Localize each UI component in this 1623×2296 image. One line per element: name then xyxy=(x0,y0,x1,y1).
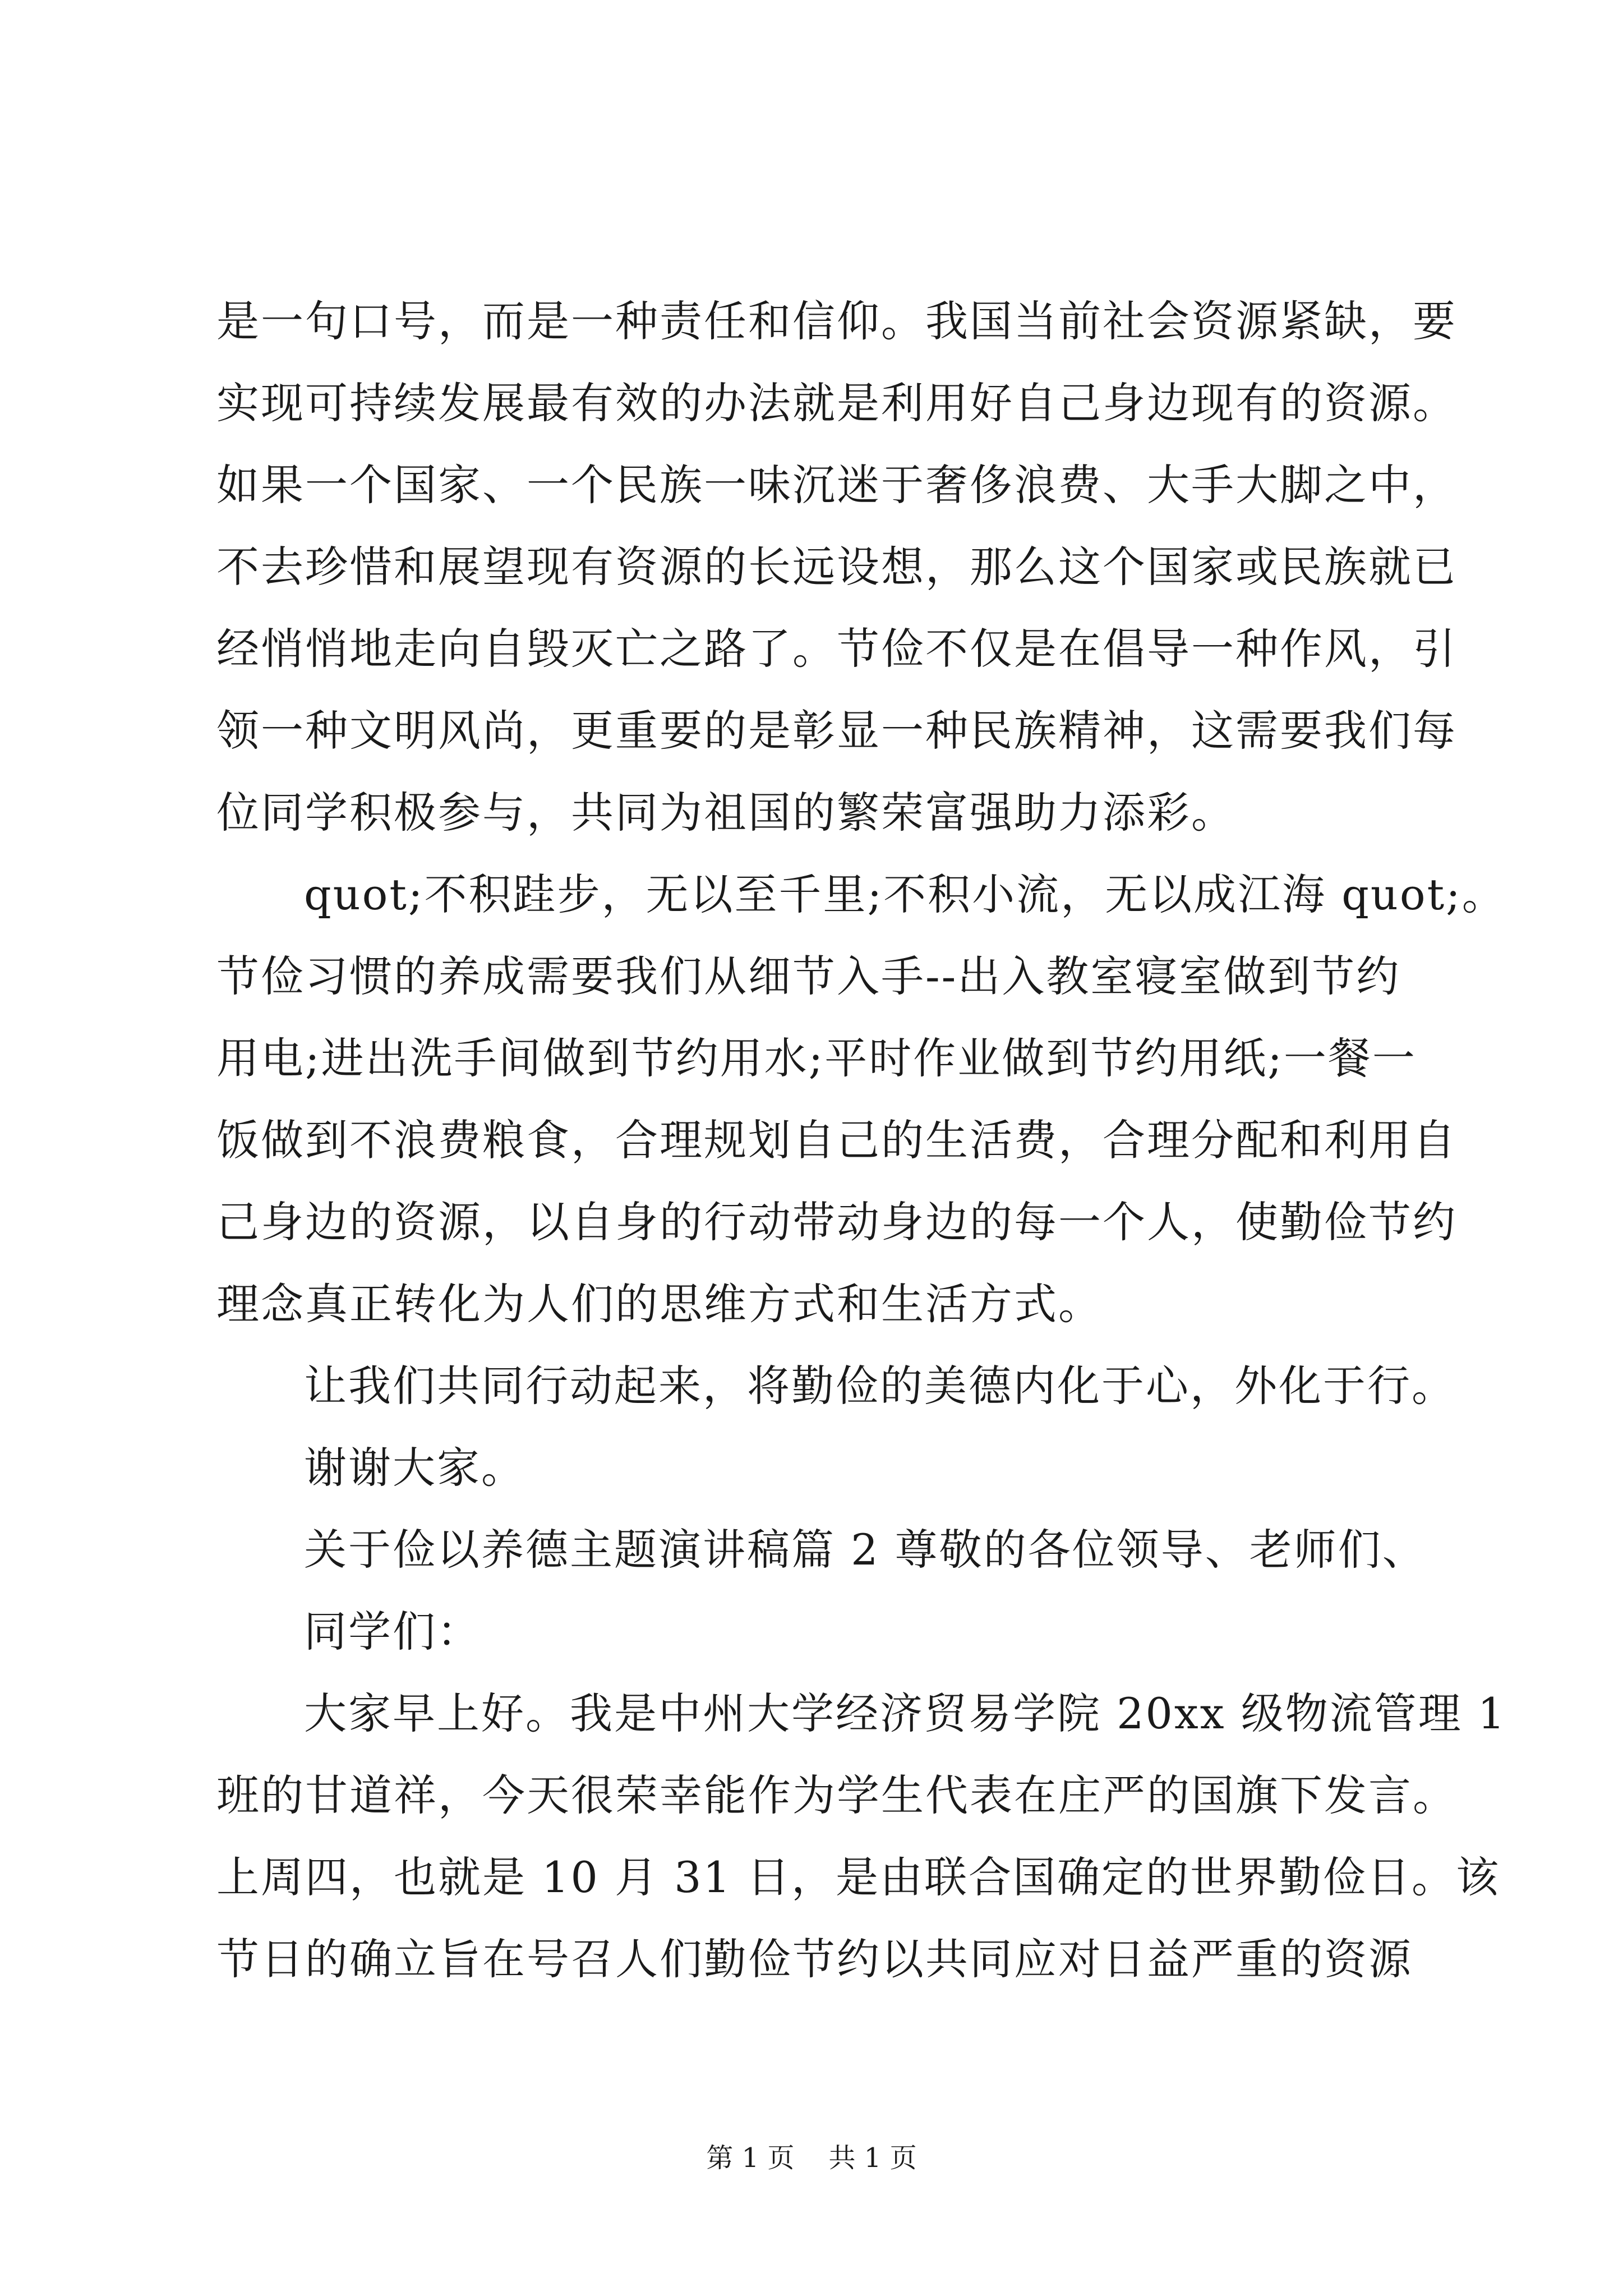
text-line: 节俭习惯的养成需要我们从细节入手--出入教室寝室做到节约 xyxy=(216,951,1401,1001)
text-line: 班的甘道祥，今天很荣幸能作为学生代表在庄严的国旗下发言。 xyxy=(216,1770,1457,1820)
paragraph-start-line: 大家早上好。我是中州大学经济贸易学院 20xx 级物流管理 1 xyxy=(304,1688,1507,1738)
page-spacer xyxy=(803,2142,820,2174)
text-line: 饭做到不浪费粮食，合理规划自己的生活费，合理分配和利用自 xyxy=(216,1115,1457,1165)
paragraph-start-line: 谢谢大家。 xyxy=(304,1443,525,1493)
text-line: 节日的确立旨在号召人们勤俭节约以共同应对日益严重的资源 xyxy=(216,1934,1413,1984)
paragraph-start-line: 同学们： xyxy=(304,1607,481,1657)
paragraph-start-line: 让我们共同行动起来，将勤俭的美德内化于心，外化于行。 xyxy=(304,1361,1456,1411)
text-line: 是一句口号，而是一种责任和信仰。我国当前社会资源紧缺，要 xyxy=(216,296,1457,346)
text-line: 经悄悄地走向自毁灭亡之路了。节俭不仅是在倡导一种作风，引 xyxy=(216,624,1457,674)
document-body xyxy=(216,280,1507,2000)
page-footer xyxy=(0,2138,1623,2178)
text-line: 不去珍惜和展望现有资源的长远设想，那么这个国家或民族就已 xyxy=(216,542,1457,592)
text-line: 位同学积极参与，共同为祖国的繁荣富强助力添彩。 xyxy=(216,788,1235,838)
paragraph-start-line: quot;不积跬步，无以至千里;不积小流，无以成江海 quot;。 xyxy=(304,869,1506,919)
text-line: 如果一个国家、一个民族一味沉迷于奢侈浪费、大手大脚之中， xyxy=(216,460,1457,510)
text-line: 领一种文明风尚，更重要的是彰显一种民族精神，这需要我们每 xyxy=(216,706,1457,756)
text-line: 上周四，也就是 10 月 31 日，是由联合国确定的世界勤俭日。该 xyxy=(216,1852,1501,1902)
page-number: 第 1 页 xyxy=(706,2142,795,2174)
page-total: 共 1 页 xyxy=(828,2142,917,2174)
paragraph-start-line: 关于俭以养德主题演讲稿篇 2 尊敬的各位领导、老师们、 xyxy=(304,1525,1427,1575)
text-line: 理念真正转化为人们的思维方式和生活方式。 xyxy=(216,1279,1103,1329)
text-line: 用电;进出洗手间做到节约用水;平时作业做到节约用纸;一餐一 xyxy=(216,1033,1417,1083)
text-line: 己身边的资源，以自身的行动带动身边的每一个人，使勤俭节约 xyxy=(216,1197,1457,1247)
text-line: 实现可持续发展最有效的办法就是利用好自己身边现有的资源。 xyxy=(216,378,1457,428)
